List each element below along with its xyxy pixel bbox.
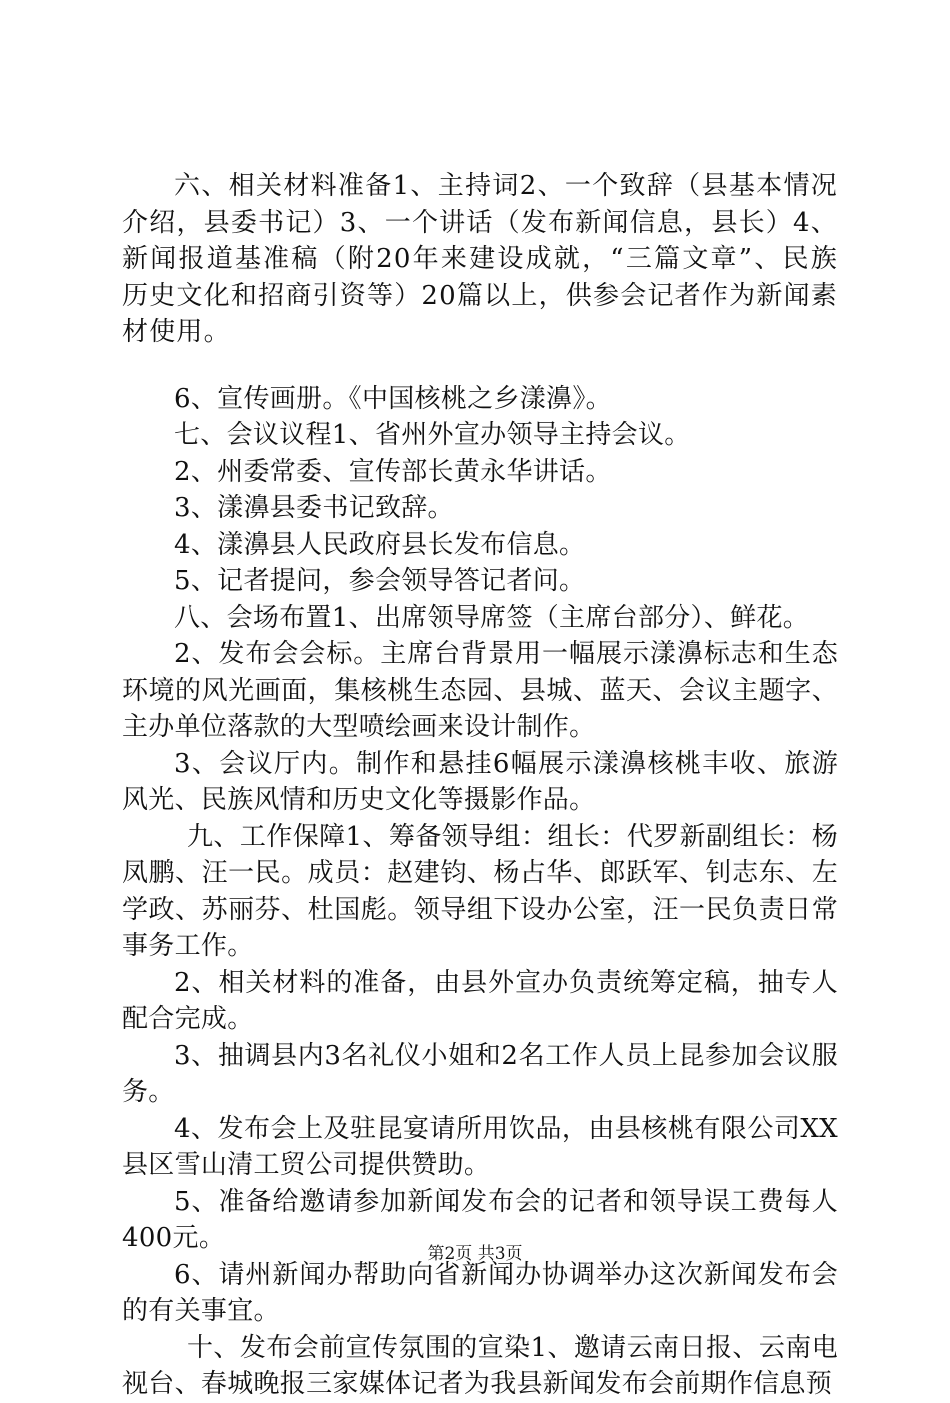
paragraph-venue-3: 3、会议厅内。制作和悬挂6幅展示漾濞核桃丰收、旅游风光、民族风情和历史文化等摄影作品。: [122, 748, 838, 815]
paragraph-support-6: 6、请州新闻办帮助向省新闻办协调举办这次新闻发布会的有关事宜。: [122, 1259, 838, 1326]
page-number-footer: 第2页 共3页: [427, 1244, 523, 1264]
paragraph-venue: 八、会场布置1、出席领导席签（主席台部分）、鲜花。: [174, 602, 810, 633]
paragraph-support-3: 3、抽调县内3名礼仪小姐和2名工作人员上昆参加会议服务。: [122, 1040, 838, 1107]
paragraph-agenda-3: 3、漾濞县委书记致辞。: [174, 493, 454, 523]
paragraph-materials: 六、相关材料准备1、主持词2、一个致辞（县基本情况介绍，县委书记）3、一个讲话（发布新闻信息，县长）4、新闻报道基准稿（附20年来建设成就，“三篇文章”、民族历史文化和招商引资等）20篇以上，供参会记者作为新闻素材使用。: [122, 171, 838, 347]
paragraph-publicity: 十、发布会前宣传氛围的宣染1、邀请云南日报、云南电视台、春城晚报三家媒体记者为我县新闻发布会前期作信息预: [122, 1332, 838, 1399]
paragraph-support-5: 5、准备给邀请参加新闻发布会的记者和领导误工费每人400元。: [122, 1186, 838, 1253]
document-body: [122, 168, 838, 1403]
paragraph-support: 九、工作保障1、筹备领导组：组长：代罗新副组长：杨凤鹏、汪一民。成员：赵建钧、杨占华、郎跃军、钊志东、左学政、苏丽芬、杜国彪。领导组下设办公室，汪一民负责日常事务工作。: [122, 821, 838, 961]
paragraph-agenda-2: 2、州委常委、宣传部长黄永华讲话。: [174, 456, 612, 487]
paragraph-venue-2: 2、发布会会标。主席台背景用一幅展示漾濞标志和生态环境的风光画面，集核桃生态园、县城、蓝天、会议主题字、主办单位落款的大型喷绘画来设计制作。: [122, 639, 838, 742]
paragraph-brochure: 6、宣传画册。《中国核桃之乡漾濞》。: [174, 383, 612, 414]
paragraph-agenda-4: 4、漾濞县人民政府县长发布信息。: [174, 529, 586, 560]
paragraph-support-2: 2、相关材料的准备，由县外宣办负责统筹定稿，抽专人配合完成。: [122, 967, 838, 1034]
paragraph-agenda: 七、会议议程1、省州外宣办领导主持会议。: [174, 420, 691, 450]
paragraph-support-4: 4、发布会上及驻昆宴请所用饮品，由县核桃有限公司XX县区雪山清工贸公司提供赞助。: [122, 1113, 838, 1180]
paragraph-agenda-5: 5、记者提问，参会领导答记者问。: [174, 566, 586, 596]
